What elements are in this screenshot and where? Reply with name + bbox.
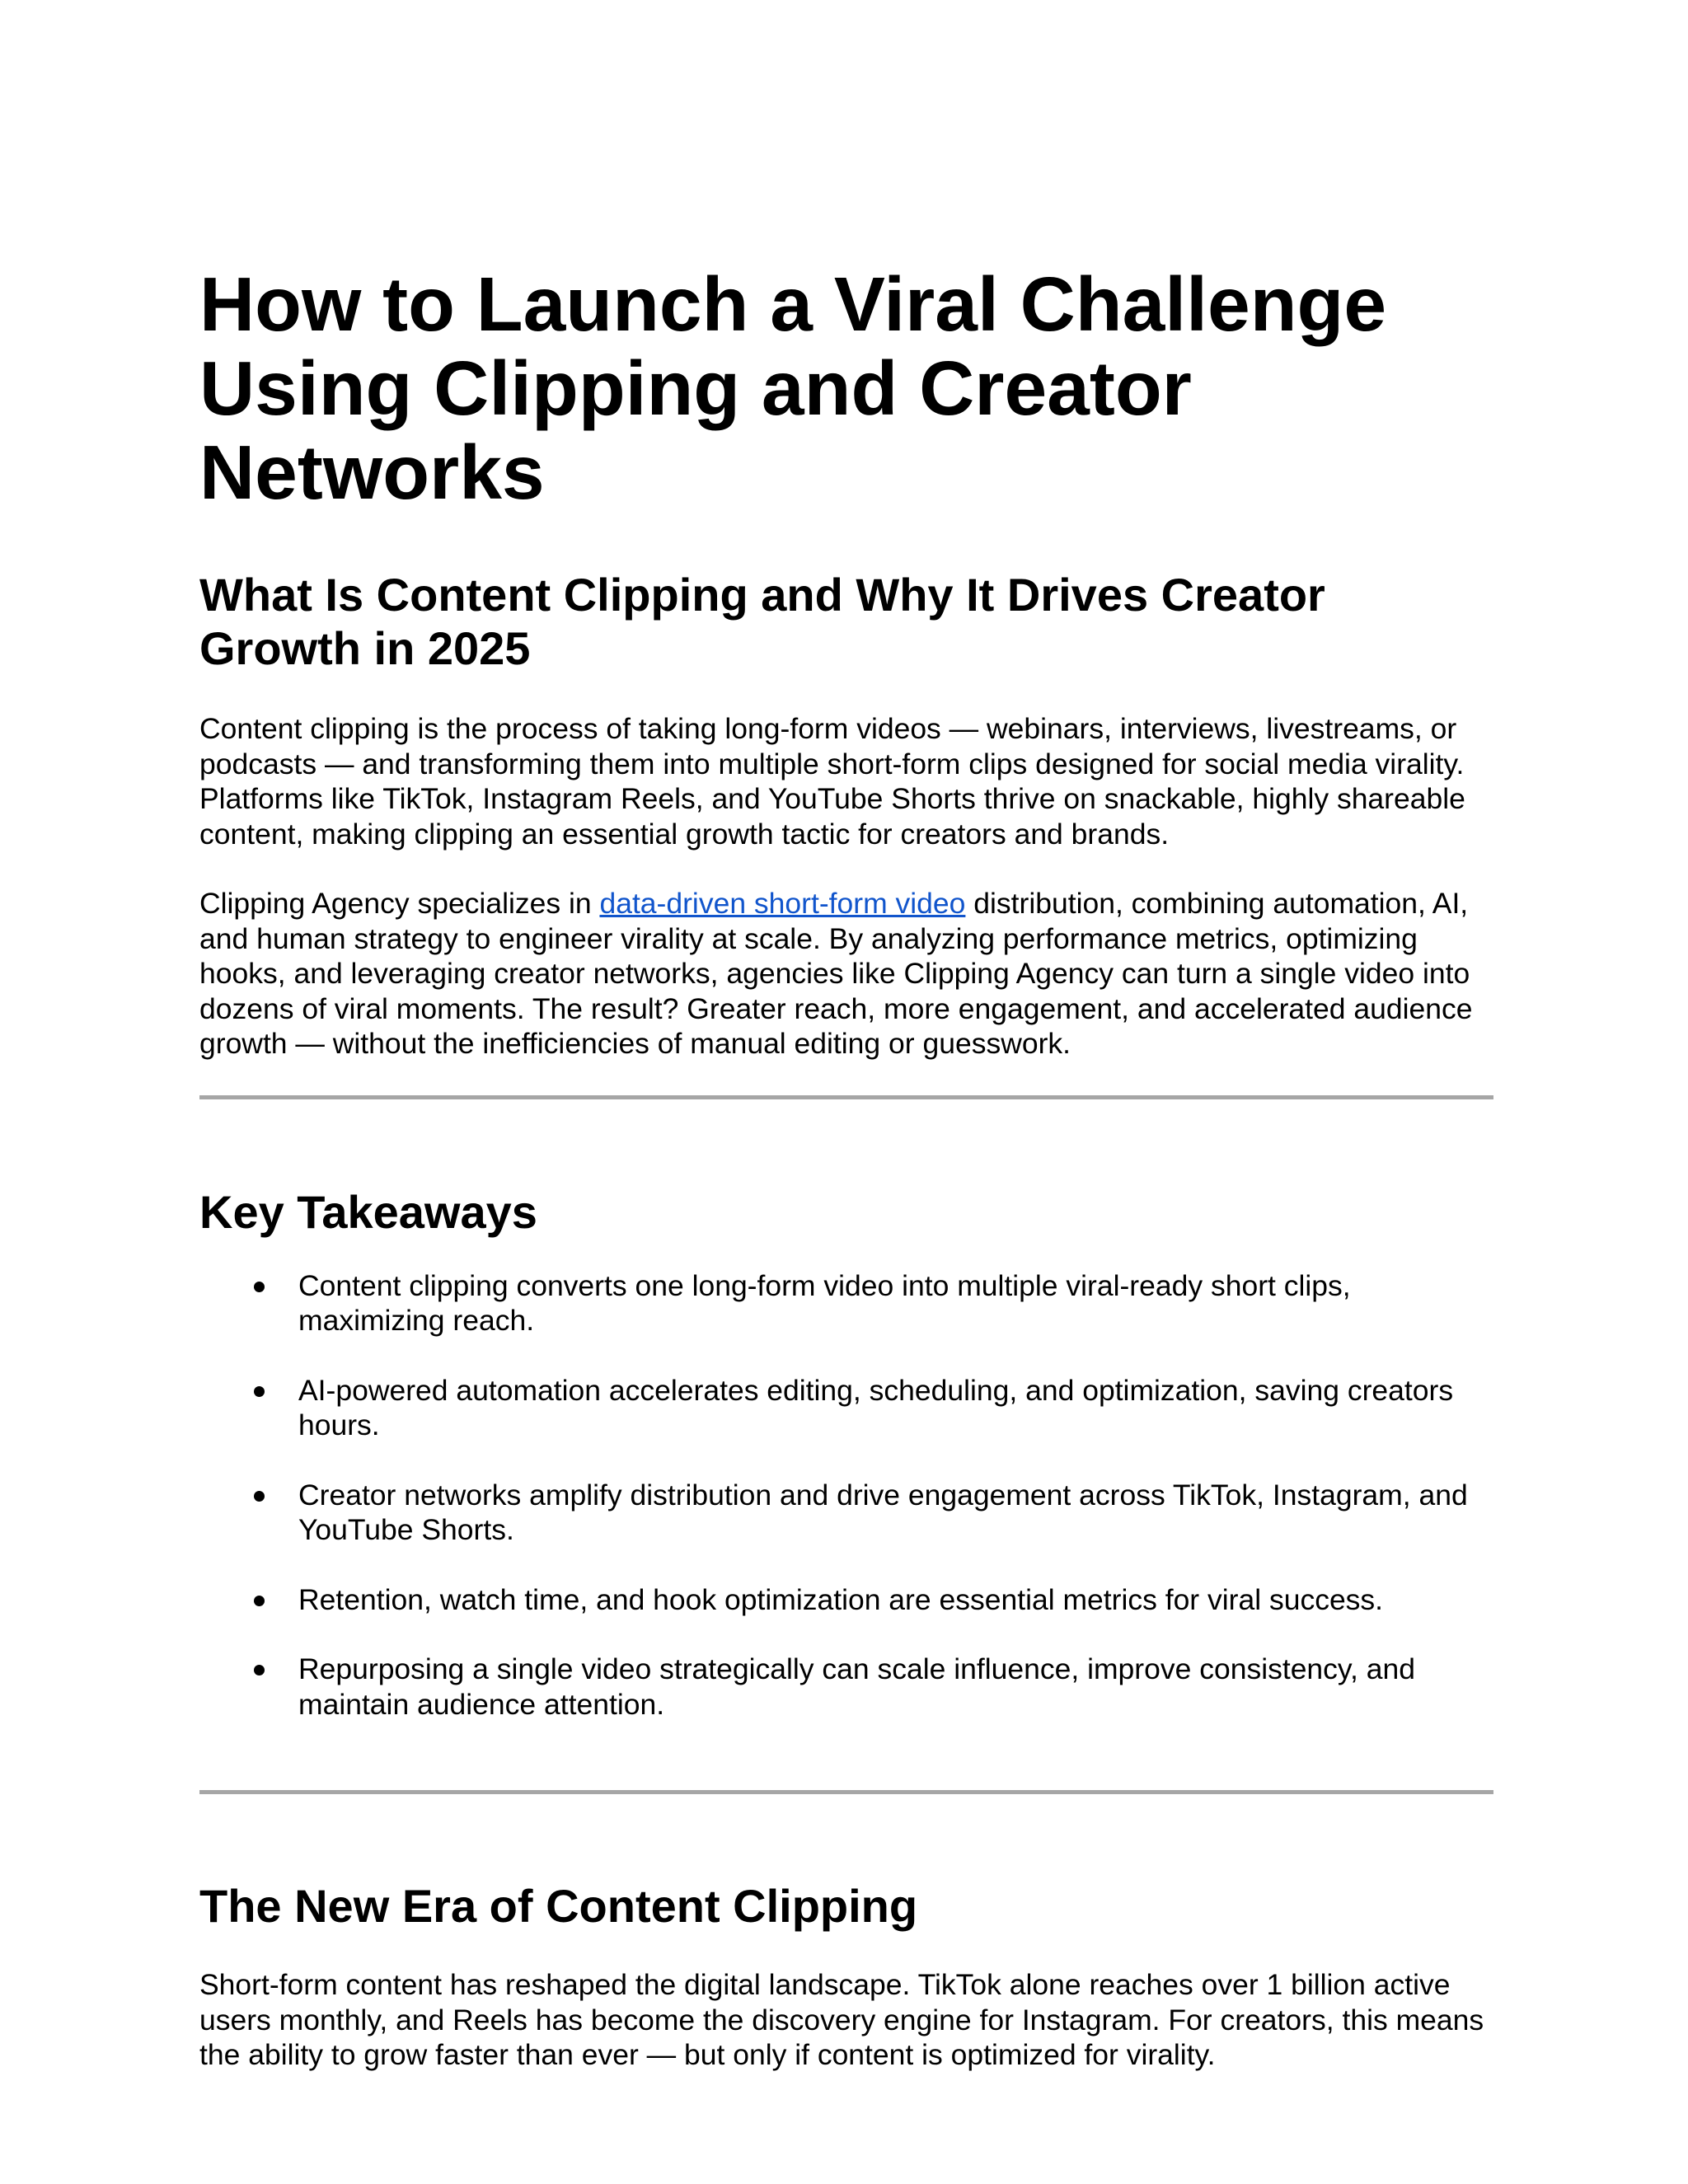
- page-title: How to Launch a Viral Challenge Using Clipping and Creator Networks: [199, 261, 1387, 515]
- list-item: [199, 1478, 1502, 1548]
- list-item-text: Repurposing a single video strategically can scale influence, improve consistency, and maintain audience attention.: [298, 1652, 1415, 1721]
- section-divider: [199, 1790, 1493, 1794]
- document-page: [199, 262, 1493, 2073]
- section-heading-key-takeaways: Key Takeaways: [199, 1185, 537, 1238]
- list-item: [199, 1582, 1493, 1618]
- section-divider: [199, 1095, 1493, 1099]
- bullet-icon: [254, 1282, 265, 1292]
- paragraph-agency-text-before: Clipping Agency specializes in: [199, 887, 600, 920]
- paragraph-agency: [199, 886, 1493, 1062]
- list-item: [199, 1652, 1510, 1722]
- list-item-text: Retention, watch time, and hook optimization are essential metrics for viral success.: [298, 1582, 1384, 1616]
- bullet-icon: [254, 1386, 265, 1397]
- list-item-text: Content clipping converts one long-form video into multiple viral-ready short clips, maximizing reach.: [298, 1268, 1351, 1337]
- key-takeaways-list: [199, 1268, 1493, 1722]
- list-item: [199, 1373, 1469, 1443]
- list-item: [199, 1268, 1485, 1338]
- paragraph-new-era: Short-form content has reshaped the digital landscape. TikTok alone reaches over 1 billion active users monthly, and Reels has become the discovery engine for Instagram. For creators, this means the ability to grow faster than ever — but only if content is optimized for virality.: [199, 1968, 1484, 2071]
- data-driven-video-link[interactable]: data-driven short-form video: [599, 887, 966, 920]
- list-item-text: AI-powered automation accelerates editing, scheduling, and optimization, saving creators hours.: [298, 1373, 1454, 1441]
- paragraph-intro: Content clipping is the process of taking long-form videos — webinars, interviews, livestreams, or podcasts — and transforming them into multiple short-form clips designed for social media virality. Platforms like TikTok, Instagram Reels, and YouTube Shorts thrive on snackable, highly shareable content, making clipping an essential growth tactic for creators and brands.: [199, 712, 1465, 851]
- bullet-icon: [254, 1491, 265, 1502]
- bullet-icon: [254, 1596, 265, 1606]
- paragraph-agency-text-after: distribution, combining automation, AI, and human strategy to engineer virality at scale. By analyzing performance metrics, optimizing hooks, and leveraging creator networks, agencies like Clipping Agency can turn a single video into dozens of viral moments. The result? Greater reach, more engagement, and accelerated audience growth — without the inefficiencies of manual editing or guesswork.: [199, 887, 1473, 1060]
- bullet-icon: [254, 1665, 265, 1675]
- section-heading-new-era: The New Era of Content Clipping: [199, 1880, 918, 1932]
- section-heading-content-clipping: What Is Content Clipping and Why It Drives Creator Growth in 2025: [199, 569, 1325, 674]
- list-item-text: Creator networks amplify distribution and drive engagement across TikTok, Instagram, and YouTube Shorts.: [298, 1478, 1468, 1546]
